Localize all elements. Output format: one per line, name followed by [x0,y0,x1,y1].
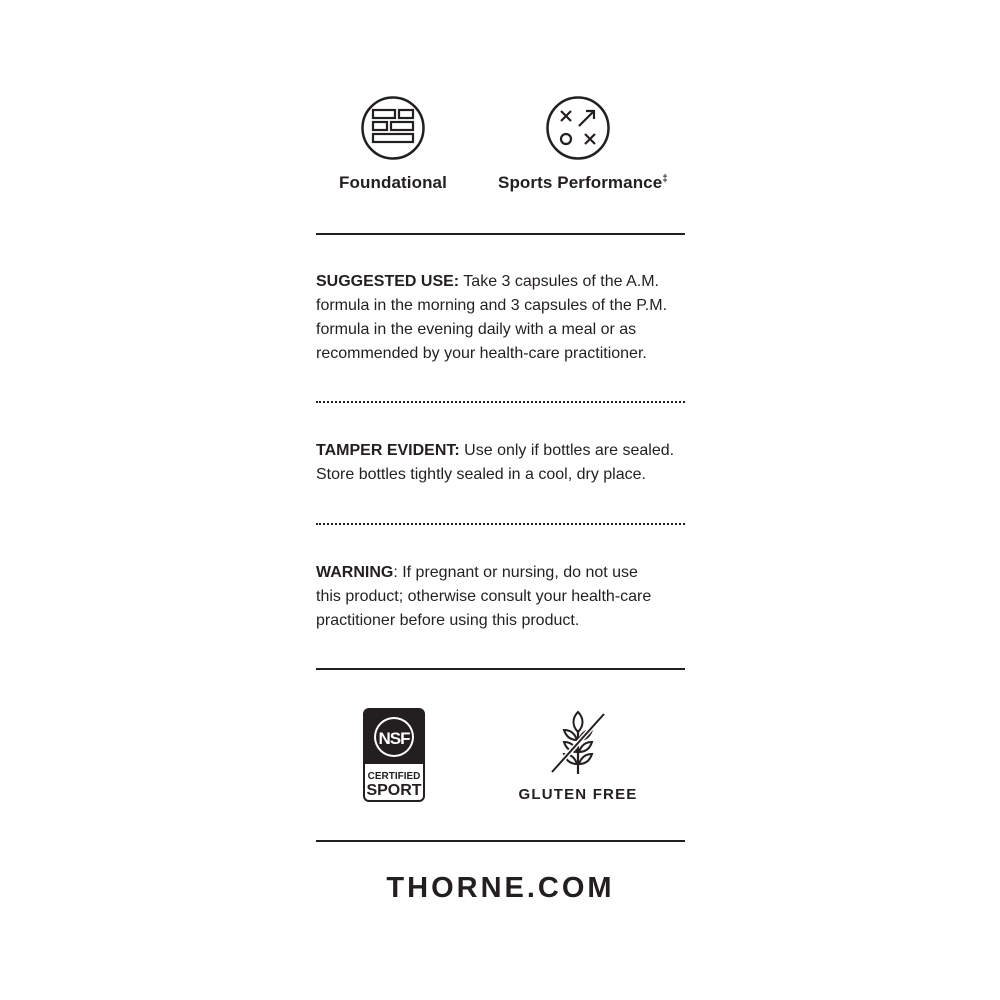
warning-text: WARNING: If pregnant or nursing, do not use this product; otherwise consult your health-care practitioner before using this product. [316,564,652,629]
tamper-evident-text: TAMPER EVIDENT: Use only if bottles are sealed. Store bottles tightly sealed in a cool, dry place. [316,442,675,483]
gluten-free-label: GLUTEN FREE [518,786,638,803]
section-divider [316,233,685,235]
category-sports-performance [498,96,668,193]
svg-text:SPORT: SPORT [366,782,422,799]
double-dagger-mark: ‡ [662,173,668,185]
category-label: Sports Performance‡ [498,173,668,192]
section-divider [316,668,685,670]
suggested-use-text: SUGGESTED USE: Take 3 capsules of the A.M. formula in the morning and 3 capsules of the P.M. formula in the evening daily with a meal or as recommended by your health-care practitioner. [316,273,668,362]
website-url: THORNE.COM [386,872,615,904]
blocks-icon [361,96,425,160]
category-foundational [313,96,473,193]
no-wheat-icon [550,710,606,776]
tamper-evident-heading: TAMPER EVIDENT: [316,442,460,459]
svg-text:NSF: NSF [378,729,410,748]
category-label: Foundational [339,173,447,192]
dotted-divider [316,401,685,403]
playbook-icon [546,96,610,160]
dotted-divider [316,523,685,525]
suggested-use-heading: SUGGESTED USE: [316,273,460,290]
supplement-label-panel [316,0,685,1000]
nsf-certified-sport-logo [363,708,425,802]
section-divider [316,840,685,842]
warning-heading: WARNING [316,564,394,581]
svg-text:CERTIFIED: CERTIFIED [367,771,421,782]
